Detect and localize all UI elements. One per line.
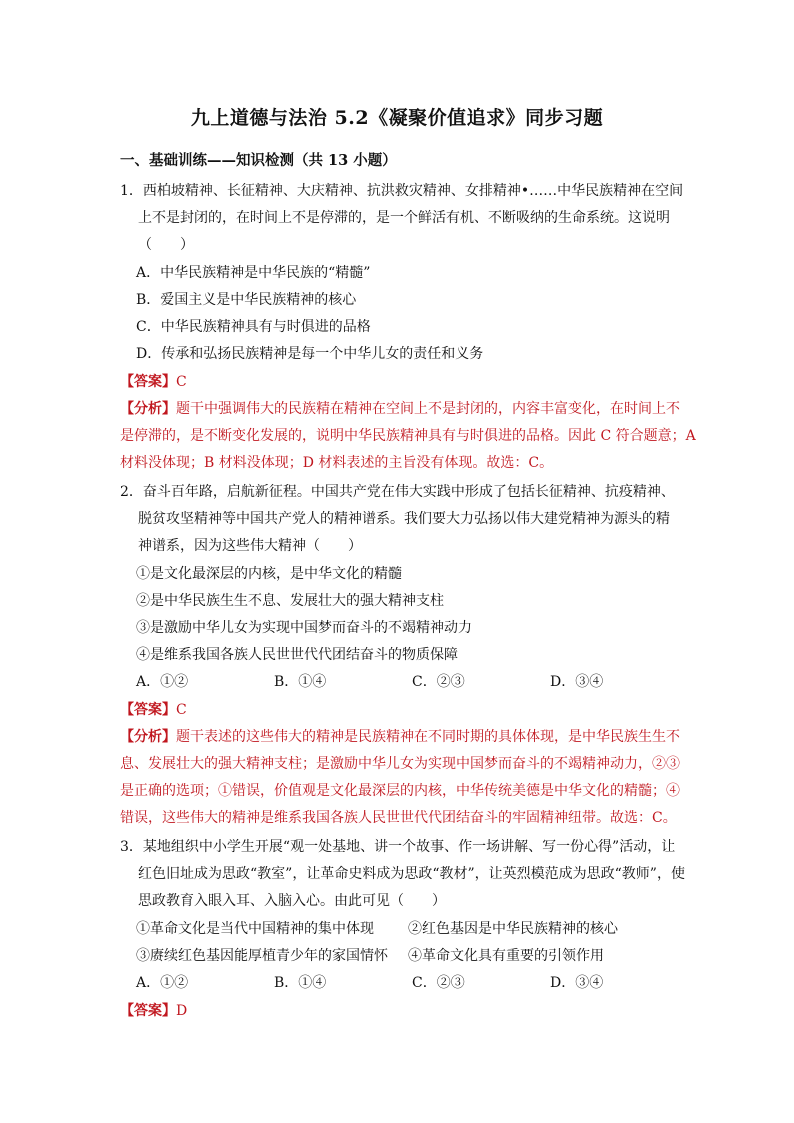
q2-analysis-line3: 是正确的选项；①错误，价值观是文化最深层的内核，中华传统美德是中华文化的精髓；④ — [120, 783, 680, 799]
q2-item-4: ④是维系我国各族人民世世代代团结奋斗的物质保障 — [136, 647, 458, 663]
q1-analysis-line2: 是停滞的，是不断变化发展的，说明中华民族精神具有与时俱进的品格。因此 C 符合题意；A — [120, 428, 696, 444]
q1-analysis-line3: 材料没体现；B 材料没体现；D 材料表述的主旨没有体现。故选：C。 — [120, 455, 554, 471]
q1-option-b: B．爱国主义是中华民族精神的核心 — [136, 292, 357, 308]
q2-answer-value: C — [176, 702, 187, 718]
q2-stem-line2: 脱贫攻坚精神等中国共产党人的精神谱系。我们要大力弘扬以伟大建党精神为源头的精 — [138, 511, 670, 527]
q1-analysis-text1: 题干中强调伟大的民族精在精神在空间上不是封闭的，内容丰富变化，在时间上不 — [176, 401, 680, 417]
q3-answer — [120, 1003, 690, 1019]
q2-analysis-line1 — [120, 729, 690, 745]
q1-analysis-label: 【分析】 — [120, 401, 176, 417]
q3-items-row1 — [136, 921, 706, 937]
q2-stem-line1: 2．奋斗百年路，启航新征程。中国共产党在伟大实践中形成了包括长征精神、抗疫精神、 — [120, 484, 675, 500]
q1-analysis-line1 — [120, 401, 690, 417]
q1-option-a: A．中华民族精神是中华民族的“精髓” — [136, 265, 371, 281]
q3-answer-label: 【答案】 — [120, 1003, 176, 1019]
q1-stem-line1: 1．西柏坡精神、长征精神、大庆精神、抗洪救灾精神、女排精神•……中华民族精神在空间 — [120, 183, 684, 199]
q2-stem-line3: 神谱系，因为这些伟大精神（ ） — [138, 538, 362, 554]
q2-option-b: B．①④ — [274, 674, 327, 690]
q3-items-row2 — [136, 948, 706, 964]
q3-stem-line3: 思政教育入眼入耳、入脑入心。由此可见（ ） — [138, 893, 446, 909]
q2-analysis-text1: 题干表述的这些伟大的精神是民族精神在不同时期的具体体现，是中华民族生生不 — [176, 729, 680, 745]
q2-options — [136, 674, 706, 690]
q3-item-4: ④革命文化具有重要的引领作用 — [408, 948, 604, 964]
q2-option-a: A．①② — [136, 674, 189, 690]
q2-option-c: C．②③ — [412, 674, 465, 690]
q1-answer — [120, 374, 690, 390]
q1-stem-line3: （ ） — [138, 237, 194, 253]
q2-item-2: ②是中华民族生生不息、发展壮大的强大精神支柱 — [136, 593, 444, 609]
q3-option-c: C．②③ — [412, 975, 465, 991]
q2-answer-label: 【答案】 — [120, 702, 176, 718]
q1-option-d: D．传承和弘扬民族精神是每一个中华儿女的责任和义务 — [136, 346, 484, 362]
q2-analysis-line4: 错误，这些伟大的精神是维系我国各族人民世世代代团结奋斗的牢固精神纽带。故选：C。 — [120, 810, 677, 826]
q3-option-b: B．①④ — [274, 975, 327, 991]
q2-item-3: ③是激励中华儿女为实现中国梦而奋斗的不竭精神动力 — [136, 620, 472, 636]
q1-option-c: C．中华民族精神具有与时俱进的品格 — [136, 319, 371, 335]
page-title: 九上道德与法治 5.2《凝聚价值追求》同步习题 — [190, 107, 604, 129]
q1-answer-value: C — [176, 374, 187, 390]
q3-option-a: A．①② — [136, 975, 189, 991]
q3-stem-line2: 红色旧址成为思政“教室”，让革命史料成为思政“教材”，让英烈模范成为思政“教师”，使 — [138, 866, 685, 882]
q3-options — [136, 975, 706, 991]
section-heading: 一、基础训练——知识检测（共 13 小题） — [120, 152, 397, 169]
q1-answer-label: 【答案】 — [120, 374, 176, 390]
q3-stem-line1: 3．某地组织中小学生开展“观一处基地、讲一个故事、作一场讲解、写一份心得”活动，让 — [120, 839, 676, 855]
q3-answer-value: D — [176, 1003, 188, 1019]
q3-item-3: ③赓续红色基因能厚植青少年的家国情怀 — [136, 948, 388, 964]
q1-stem-line2: 上不是封闭的，在时间上不是停滞的，是一个鲜活有机、不断吸纳的生命系统。这说明 — [138, 210, 670, 226]
q3-option-d: D．③④ — [550, 975, 604, 991]
q2-item-1: ①是文化最深层的内核，是中华文化的精髓 — [136, 566, 402, 582]
q2-analysis-line2: 息、发展壮大的强大精神支柱；是激励中华儿女为实现中国梦而奋斗的不竭精神动力，②③ — [120, 756, 680, 772]
q3-item-2: ②红色基因是中华民族精神的核心 — [408, 921, 618, 937]
q2-analysis-label: 【分析】 — [120, 729, 176, 745]
q2-option-d: D．③④ — [550, 674, 604, 690]
q3-item-1: ①革命文化是当代中国精神的集中体现 — [136, 921, 374, 937]
q2-answer — [120, 702, 690, 718]
